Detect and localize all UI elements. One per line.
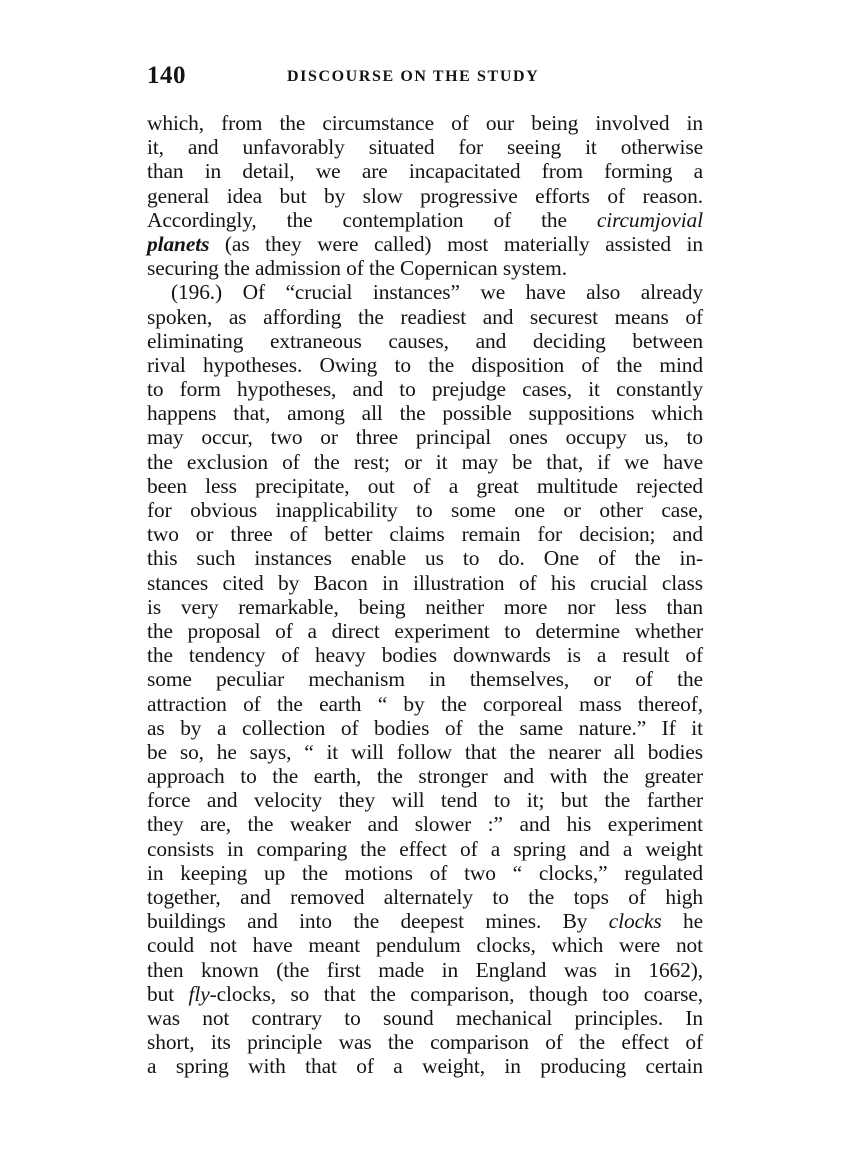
text-run: been less precipitate, out of a great multitude rejected (147, 473, 703, 498)
text-run: a spring with that of a weight, in producing certain (147, 1054, 703, 1079)
text-run: then known (the first made in England was in 1662), (147, 957, 703, 982)
text-line (147, 329, 703, 353)
page-number: 140 (147, 62, 186, 89)
text-line (147, 933, 703, 957)
text-run: to form hypotheses, and to prejudge cases, it constantly (147, 377, 703, 402)
running-head (147, 62, 703, 92)
text-run: is very remarkable, being neither more nor less than (147, 594, 703, 619)
text-run: (196.) Of “crucial instances” we have also already (171, 280, 703, 305)
text-run: rival hypotheses. Owing to the disposition of the mind (147, 352, 703, 377)
text-run: stances cited by Bacon in illustration of his crucial class (147, 570, 703, 595)
text-line (147, 256, 703, 280)
text-run: was not contrary to sound mechanical principles. In (147, 1005, 703, 1030)
text-run: the exclusion of the rest; or it may be that, if we have (147, 449, 703, 474)
text-run: (as they were called) most materially assisted in (209, 231, 703, 256)
text-line (147, 280, 703, 304)
text-run: as by a collection of bodies of the same nature.” If it (147, 715, 703, 740)
text-run: the tendency of heavy bodies downwards is a result of (147, 643, 703, 668)
text-run: consists in comparing the effect of a spring and a weight (147, 836, 703, 861)
running-title: DISCOURSE ON THE STUDY (287, 68, 540, 85)
text-line (147, 353, 703, 377)
text-line (147, 619, 703, 643)
text-line (147, 159, 703, 183)
text-line (147, 812, 703, 836)
text-line (147, 1054, 703, 1078)
text-run: buildings and into the deepest mines. By (147, 909, 609, 934)
text-run: he (661, 909, 703, 934)
text-line (147, 1030, 703, 1054)
body-text (147, 111, 703, 1079)
text-run: in keeping up the motions of two “ clocks,” regulated (147, 860, 703, 885)
text-run: eliminating extraneous causes, and deciding between (147, 328, 703, 353)
text-run: two or three of better claims remain for decision; and (147, 522, 703, 547)
text-run: which, from the circumstance of our being involved in (147, 111, 703, 135)
text-run: happens that, among all the possible suppositions which (147, 401, 703, 426)
text-run: securing the admission of the Copernican system. (147, 256, 567, 281)
text-line (147, 885, 703, 909)
text-run: may occur, two or three principal ones occupy us, to (147, 425, 703, 450)
text-line (147, 498, 703, 522)
text-line (147, 377, 703, 401)
text-line (147, 305, 703, 329)
text-line (147, 692, 703, 716)
text-run: the proposal of a direct experiment to determine whether (147, 618, 703, 643)
text-line (147, 982, 703, 1006)
text-run: could not have meant pendulum clocks, which were not (147, 933, 703, 958)
text-run: together, and removed alternately to the tops of high (147, 885, 703, 909)
text-run: it, and unfavorably situated for seeing it otherwise (147, 135, 703, 160)
text-line (147, 1006, 703, 1030)
text-line (147, 837, 703, 861)
text-run: this such instances enable us to do. One of the in- (147, 546, 703, 571)
text-line (147, 232, 703, 256)
text-run: for obvious inapplicability to some one or other case, (147, 498, 703, 522)
text-line (147, 522, 703, 546)
text-run: they are, the weaker and slower :” and his experiment (147, 812, 703, 837)
text-run: short, its principle was the comparison of the effect of (147, 1030, 703, 1055)
text-line (147, 740, 703, 764)
text-line (147, 111, 703, 135)
text-run: than in detail, we are incapacitated from forming a (147, 159, 703, 184)
text-run: attraction of the earth “ by the corporeal mass thereof, (147, 691, 703, 716)
text-line (147, 958, 703, 982)
text-line (147, 643, 703, 667)
text-line (147, 208, 703, 232)
text-line (147, 401, 703, 425)
text-line (147, 667, 703, 691)
text-line (147, 716, 703, 740)
italic-run: circumjovial (596, 207, 703, 232)
text-run: but (147, 981, 189, 1006)
text-line (147, 425, 703, 449)
text-line (147, 571, 703, 595)
text-line (147, 764, 703, 788)
text-line (147, 546, 703, 570)
text-line (147, 474, 703, 498)
text-run: be so, he says, “ it will follow that the nearer all bodies (147, 739, 703, 764)
italic-run: fly (188, 981, 210, 1006)
text-line (147, 861, 703, 885)
text-run: approach to the earth, the stronger and with the greater (147, 764, 703, 789)
italic-run: clocks (608, 909, 662, 934)
text-run: -clocks, so that the comparison, though too coarse, (209, 981, 703, 1006)
text-line (147, 909, 703, 933)
text-line (147, 184, 703, 208)
text-line (147, 135, 703, 159)
text-run: Accordingly, the contemplation of the (147, 207, 597, 232)
text-run: spoken, as affording the readiest and securest means of (147, 304, 703, 329)
italic-run: planets (147, 231, 210, 256)
text-line (147, 788, 703, 812)
text-run: general idea but by slow progressive efforts of reason. (147, 183, 703, 208)
text-line (147, 595, 703, 619)
text-run: some peculiar mechanism in themselves, or of the (147, 667, 703, 692)
text-line (147, 450, 703, 474)
text-run: force and velocity they will tend to it; but the farther (147, 788, 703, 813)
